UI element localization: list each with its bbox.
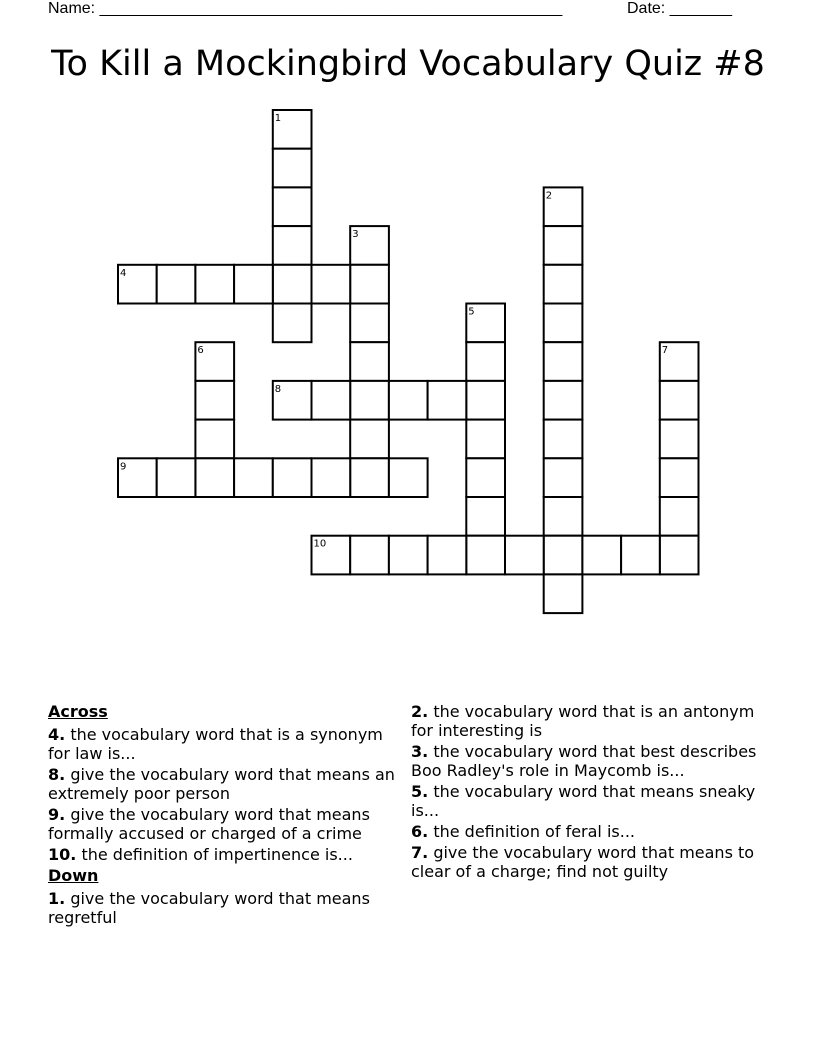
grid-cell[interactable]: [544, 342, 583, 381]
clue-number: 4.: [48, 725, 66, 744]
grid-cell[interactable]: [312, 265, 351, 304]
grid-cell[interactable]: [350, 342, 389, 381]
grid-cell[interactable]: [195, 420, 234, 459]
grid-cell[interactable]: [389, 458, 428, 497]
clues-right-column: [411, 702, 771, 883]
clue-item: [411, 782, 771, 820]
clue-number-label: 4: [120, 267, 127, 279]
clue-text: the vocabulary word that best describes Boo Radley's role in Maycomb is...: [411, 742, 757, 780]
grid-cell[interactable]: [350, 381, 389, 420]
clue-item: [48, 889, 403, 927]
clue-number: 6.: [411, 822, 429, 841]
grid-cell[interactable]: [466, 458, 505, 497]
grid-cell[interactable]: [195, 381, 234, 420]
clue-number-label: 10: [313, 538, 327, 550]
clue-number: 7.: [411, 843, 429, 862]
clue-number: 8.: [48, 765, 66, 784]
clue-item: [411, 843, 771, 881]
clue-number-label: 7: [661, 345, 669, 357]
clue-text: give the vocabulary word that means regretful: [48, 889, 370, 927]
down-heading: Down: [48, 866, 99, 885]
grid-cell[interactable]: [466, 497, 505, 536]
grid-cell[interactable]: [544, 304, 583, 343]
grid-cell[interactable]: [389, 381, 428, 420]
grid-cell[interactable]: [544, 265, 583, 304]
grid-cell[interactable]: [505, 536, 544, 575]
grid-cell[interactable]: [660, 381, 699, 420]
clue-text: give the vocabulary word that means formally accused or charged of a crime: [48, 805, 370, 843]
grid-cell[interactable]: [350, 265, 389, 304]
grid-cell[interactable]: [582, 536, 621, 575]
grid-cell[interactable]: [234, 458, 273, 497]
grid-cell[interactable]: [273, 458, 312, 497]
clue-number-label: 5: [468, 306, 475, 318]
clue-item: [411, 822, 771, 841]
grid-cell[interactable]: [195, 458, 234, 497]
grid-cell[interactable]: [660, 536, 699, 575]
clue-number-label: 2: [545, 190, 553, 202]
clue-number: 3.: [411, 742, 429, 761]
grid-cell[interactable]: [312, 458, 351, 497]
grid-cell[interactable]: [273, 304, 312, 343]
clue-text: the definition of feral is...: [433, 822, 635, 841]
clue-item: [411, 742, 771, 780]
clue-item: [48, 725, 403, 763]
grid-cell[interactable]: [466, 420, 505, 459]
clue-number-label: 8: [274, 383, 282, 395]
clue-number-label: 1: [274, 113, 282, 124]
clue-number: 10.: [48, 845, 77, 864]
grid-cell[interactable]: [544, 536, 583, 575]
grid-cell[interactable]: [273, 226, 312, 265]
grid-cell[interactable]: [466, 381, 505, 420]
clue-text: give the vocabulary word that means an extremely poor person: [48, 765, 395, 803]
clue-number: 5.: [411, 782, 429, 801]
clue-item: [48, 805, 403, 843]
grid-cell[interactable]: [312, 381, 351, 420]
grid-cell[interactable]: [273, 187, 312, 226]
grid-cell[interactable]: [195, 265, 234, 304]
across-heading: Across: [48, 702, 108, 721]
grid-cell[interactable]: [389, 536, 428, 575]
grid-cell[interactable]: [544, 226, 583, 265]
clue-number-label: 3: [352, 229, 359, 241]
clue-number: 2.: [411, 702, 429, 721]
clue-item: [411, 702, 771, 740]
grid-cell[interactable]: [157, 458, 196, 497]
clue-text: the vocabulary word that is an antonym for interesting is: [411, 702, 755, 740]
date-field-line: Date: _______: [627, 0, 732, 17]
clue-number: 9.: [48, 805, 66, 824]
clue-number: 1.: [48, 889, 66, 908]
clue-text: the vocabulary word that is a synonym for law is...: [48, 725, 383, 763]
grid-cell[interactable]: [660, 420, 699, 459]
grid-cell[interactable]: [350, 420, 389, 459]
grid-cell[interactable]: [273, 149, 312, 188]
grid-cell[interactable]: [273, 265, 312, 304]
grid-cell[interactable]: [157, 265, 196, 304]
clue-text: give the vocabulary word that means to clear of a charge; find not guilty: [411, 843, 755, 881]
grid-cell[interactable]: [660, 497, 699, 536]
grid-cell[interactable]: [350, 304, 389, 343]
grid-cell[interactable]: [428, 536, 467, 575]
grid-cell[interactable]: [544, 420, 583, 459]
clue-text: the definition of impertinence is...: [81, 845, 353, 864]
grid-cell[interactable]: [466, 536, 505, 575]
grid-cell[interactable]: [544, 458, 583, 497]
grid-cell[interactable]: [234, 265, 273, 304]
grid-cell[interactable]: [350, 536, 389, 575]
grid-cell[interactable]: [660, 458, 699, 497]
clue-number-label: 9: [120, 461, 127, 473]
grid-cell[interactable]: [621, 536, 660, 575]
grid-cell[interactable]: [428, 381, 467, 420]
grid-cell[interactable]: [544, 381, 583, 420]
clue-item: [48, 765, 403, 803]
clues-left-column: [48, 702, 403, 929]
grid-cell[interactable]: [544, 574, 583, 613]
clue-item: [48, 845, 403, 864]
name-field-line: Name: ____________________________________________________: [48, 0, 563, 17]
clue-text: the vocabulary word that means sneaky is...: [411, 782, 756, 820]
clue-number-label: 6: [197, 345, 204, 357]
grid-cell[interactable]: [466, 342, 505, 381]
page-title: To Kill a Mockingbird Vocabulary Quiz #8: [51, 44, 765, 84]
grid-cell[interactable]: [350, 458, 389, 497]
grid-cell[interactable]: [544, 497, 583, 536]
